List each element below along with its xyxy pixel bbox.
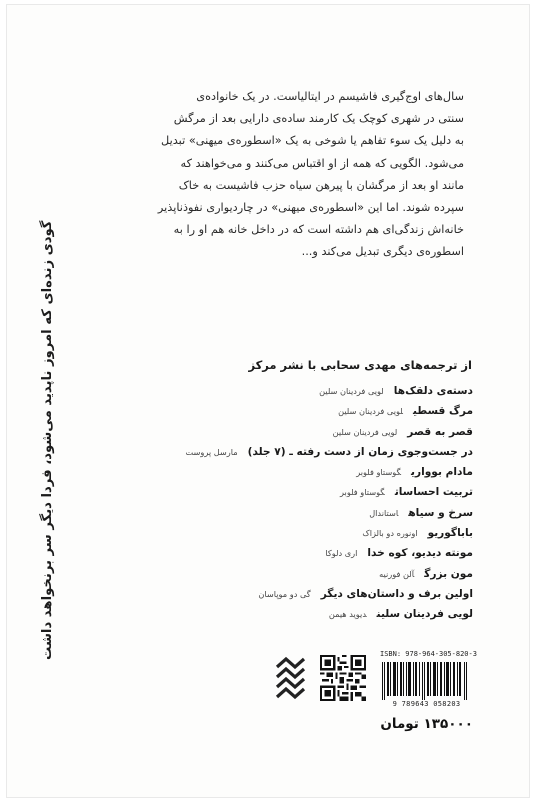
book-title: سرخ و سیاه [408, 506, 473, 519]
book-author: لویی فردینان سلین [332, 426, 398, 437]
synopsis-line: مانند او بعد از مرگشان با پیرهن سیاه حزب فاشیست به خاک [178, 178, 464, 192]
list-item [130, 420, 473, 440]
list-item [130, 521, 473, 541]
publisher-logo-icon [274, 655, 310, 703]
book-author: گی دو موپاسان [258, 588, 311, 599]
list-item [130, 440, 473, 460]
synopsis-line: سپرده شوند. اما این «اسطوره‌ی میهنی» در چاردیواری نفوذناپذیر [157, 201, 464, 215]
price-label: ۱۳۵۰۰۰ تومان [380, 716, 473, 732]
book-author: لویی فردینان سلین [338, 406, 403, 417]
book-title: قصر به قصر [407, 425, 473, 438]
list-item [130, 460, 473, 480]
book-title: در جست‌وجوی زمان از دست رفته ـ (۷ جلد) [247, 445, 473, 458]
book-title: تربیت احساسات [394, 486, 473, 499]
translations-list [130, 379, 473, 623]
synopsis-line: خانه‌اش زندگی‌ای هم داشته است که در داخل خانه هم او را به [173, 223, 464, 237]
synopsis-paragraph [46, 86, 464, 264]
book-title: مونته دیدیو، کوه خدا [367, 547, 473, 560]
list-item [130, 582, 473, 602]
book-title: مون بزرگ [424, 567, 473, 580]
synopsis-line: سال‌های اوج‌گیری فاشیسم در ایتالیاست. در یک خانواده‌ی [196, 90, 464, 103]
book-author: گوستاو فلوبر [340, 487, 385, 498]
list-item [130, 562, 473, 582]
synopsis-line: اسطوره‌ی دیگری تبدیل می‌کند و... [301, 245, 464, 259]
isbn-label: ISBN: 978-964-305-820-3 [380, 650, 477, 658]
book-author: آلن فورنیه [379, 568, 415, 579]
barcode-digits: 9 789643 058203 [392, 700, 461, 708]
qr-code-icon [320, 655, 366, 701]
synopsis-line: سنتی در شهری کوچک یک کارمند ساده‌ی دارایی بعد از مرگش [173, 112, 464, 126]
book-title: مرگ قسطی [412, 405, 473, 418]
book-author: استاندال [369, 507, 399, 518]
book-title: باباگوریو [427, 527, 473, 540]
translations-list-title: از ترجمه‌های مهدی سحابی با نشر مرکز [248, 358, 472, 372]
book-author: اونوره دو بالزاک [362, 528, 418, 539]
list-item [130, 379, 473, 399]
list-item [130, 602, 473, 622]
book-title: مادام بوواری [411, 466, 473, 479]
list-item [130, 541, 473, 561]
list-item [130, 399, 473, 419]
book-author: دیوید هیمن [328, 609, 367, 620]
list-item [130, 480, 473, 500]
book-author: مارسل پروست [185, 446, 238, 457]
book-author: گوستاو فلوبر [356, 467, 402, 478]
book-author: لویی فردینان سلین [319, 386, 384, 396]
vertical-tagline: گودی زنده‌ای که امروز ناپدید می‌شود، فردا دیگر سر برنخواهد داشت [40, 220, 55, 660]
book-title: لویی فردینان سلین [376, 608, 473, 621]
synopsis-line: به دلیل یک سوء تفاهم یا شوخی به یک «اسطوره‌ی میهنی» تبدیل [161, 134, 464, 148]
book-title: دسته‌ی دلقک‌ها [393, 385, 473, 397]
book-title: اولین برف و داستان‌های دیگر [320, 587, 473, 600]
synopsis-line: می‌شود. الگویی که همه از او اقتباس می‌کنند و می‌خواهند که [180, 156, 464, 170]
list-item [130, 501, 473, 521]
book-author: اری دلوکا [325, 548, 358, 559]
